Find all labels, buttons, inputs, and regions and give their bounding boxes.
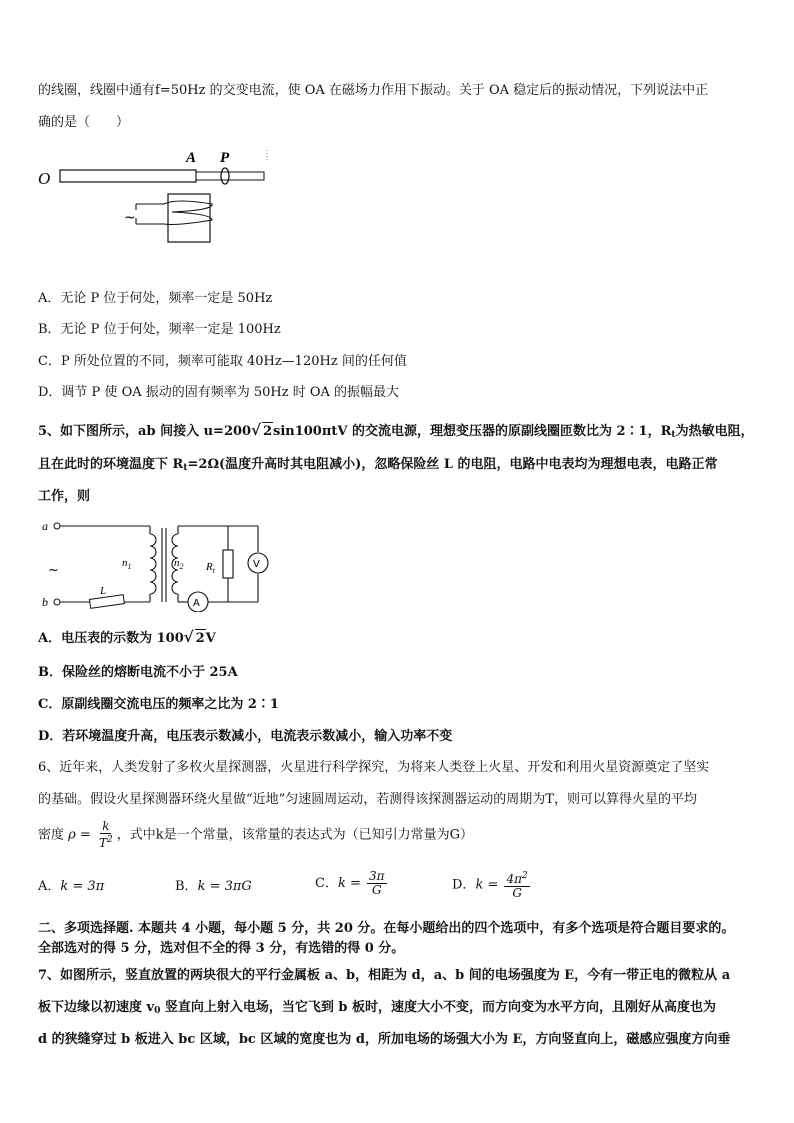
- q6-stem-line3: 密度 ρ = $\frac{k}{T^2}$ ，式中k是一个常量，该常量的表达式为（已知引力常量为G）: [38, 819, 473, 850]
- svg-text:L: L: [100, 585, 107, 597]
- q7-stem-line2: 板下边缘以初速度 v0 竖直向上射入电场，当它飞到 b 板时，速度大小不变，而方向变为水平方向，且刚好从高度也为: [38, 1000, 717, 1016]
- rod-oa: [60, 170, 196, 182]
- q5-option-a: A．电压表的示数为 100√ 2V: [38, 628, 216, 646]
- svg-text:n2: $n_2$: [174, 557, 184, 571]
- q6-stem-line2: 的基础。假设火星探测器环绕火星做“近地”匀速圆周运动，若测得该探测器运动的周期为T，则可以算得火星的平均: [38, 792, 697, 807]
- svg-text:A: A: [193, 598, 200, 609]
- rod-thin: [196, 172, 264, 180]
- q4-figure: [36, 146, 276, 246]
- q5-option-d: D．若环境温度升高，电压表示数减小，电流表示数减小，输入功率不变: [38, 729, 453, 744]
- ac-symbol: ~: [124, 210, 136, 226]
- q4-stem-line2: 确的是（ ）: [38, 115, 130, 130]
- q6-choice-d: D．k = $\frac{4\pi^2}{G}$: [452, 871, 528, 900]
- section2-heading-line1: 二、多项选择题. 本题共 4 小题，每小题 5 分，共 20 分。在每小题给出的四个选项中，有多个选项是符合题目要求的。: [38, 921, 735, 936]
- primary-coil: [150, 534, 156, 594]
- q5-stem-line1: 5、如下图所示，ab 间接入 u=200√ 2sin100πtV 的交流电源，理想变压器的原副线圈匝数比为 2∶1，Rt为热敏电阻，: [38, 421, 754, 440]
- thermistor-rt: [223, 550, 233, 578]
- q5-option-b: B．保险丝的熔断电流不小于 25A: [38, 665, 238, 680]
- q4-option-a: A．无论 P 位于何处，频率一定是 50Hz: [38, 291, 273, 306]
- svg-text:~: ~: [48, 563, 59, 578]
- q6-stem-line1: 6、近年来，人类发射了多枚火星探测器，火星进行科学探究，为将来人类登上火星、开发和利用火星资源奠定了坚实: [38, 760, 710, 775]
- q5-stem-line2: 且在此时的环境温度下 Rt=2Ω(温度升高时其电阻减小)，忽略保险丝 L 的电阻，电路中电表均为理想电表，电路正常: [38, 457, 718, 473]
- section2-heading-line2: 全部选对的得 5 分，选对但不全的得 3 分，有选错的得 0 分。: [38, 941, 405, 956]
- q7-stem-line1: 7、如图所示，竖直放置的两块很大的平行金属板 a、b，相距为 d，a、b 间的电场强度为 E，今有一带正电的微粒从 a: [38, 968, 731, 983]
- terminal-a: a: [42, 519, 48, 533]
- q5-option-c: C．原副线圈交流电压的频率之比为 2∶1: [38, 697, 279, 712]
- label-a: A: [186, 150, 197, 166]
- svg-text:V: V: [253, 559, 260, 570]
- q6-choice-c: C．k = $\frac{3\pi}{G}$: [315, 869, 385, 897]
- label-o: O: [38, 169, 51, 188]
- fuse-l: [89, 595, 124, 609]
- svg-text:Rt: $R_t$: [206, 561, 215, 575]
- q5-circuit: [40, 516, 280, 612]
- q6-choice-a: A．k = 3π: [38, 879, 105, 894]
- q4-option-c: C．P 所处位置的不同，频率可能取 40Hz—120Hz 间的任何值: [38, 354, 407, 369]
- label-p: P: [220, 150, 230, 166]
- q4-stem-line1: 的线圈，线圈中通有f=50Hz 的交变电流，使 OA 在磁场力作用下振动。关于 OA 稳定后的振动情况，下列说法中正: [38, 83, 709, 98]
- q6-choice-b: B．k = 3πG: [175, 879, 252, 894]
- q5-stem-line3: 工作，则: [38, 489, 91, 504]
- svg-text:n1: $n_1$: [122, 557, 132, 571]
- q4-option-b: B．无论 P 位于何处，频率一定是 100Hz: [38, 322, 281, 337]
- terminal-b: b: [42, 595, 48, 609]
- q4-option-d: D．调节 P 使 OA 振动的固有频率为 50Hz 时 OA 的振幅最大: [38, 385, 400, 400]
- density-formula: $\frac{k}{T^2}$: [98, 819, 113, 850]
- q7-stem-line3: d 的狭缝穿过 b 板进入 bc 区域，bc 区域的宽度也为 d，所加电场的场强大小为 E，方向竖直向上，磁感应强度方向垂: [38, 1032, 731, 1047]
